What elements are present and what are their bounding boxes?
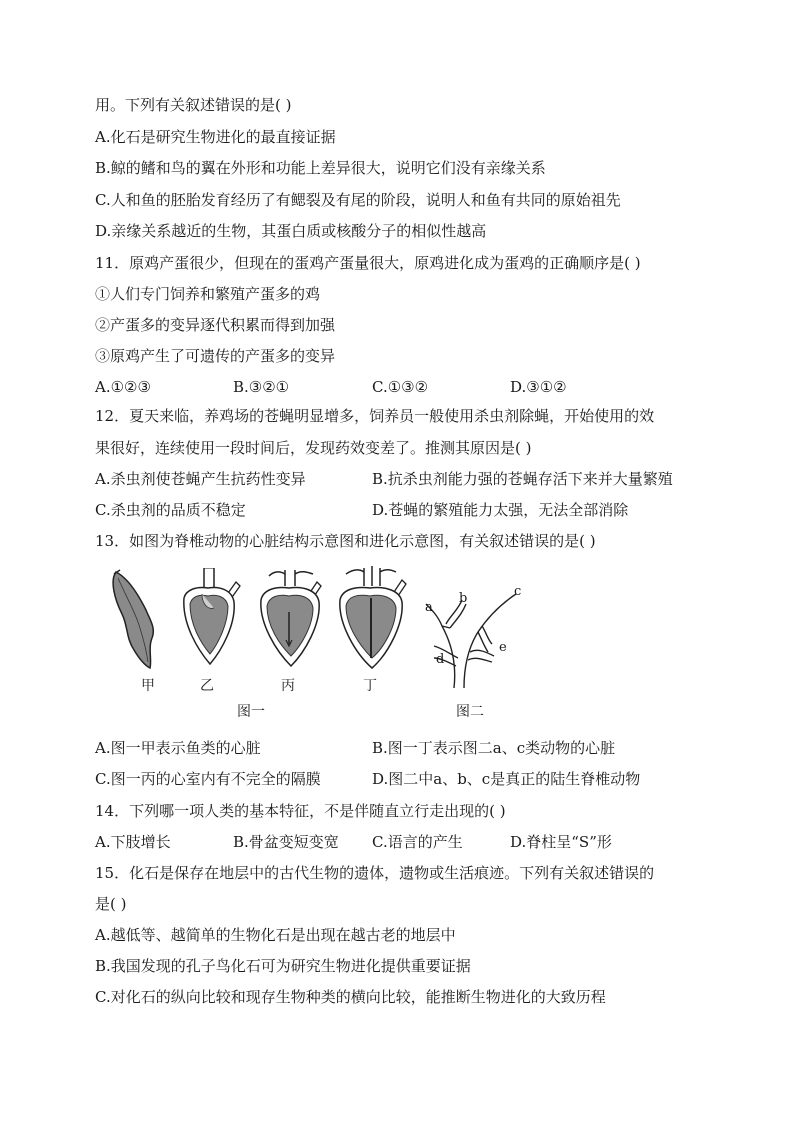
q13-option-a: A.图一甲表示鱼类的心脏	[95, 739, 261, 757]
q14-stem: 14．下列哪一项人类的基本特征，不是伴随直立行走出现的( )	[95, 802, 506, 820]
q11-option-b: B.③②①	[233, 378, 290, 396]
q14-option-d: D.脊柱呈“S”形	[510, 833, 612, 851]
fig1-label-ding: 丁	[363, 678, 377, 694]
fig2-letter-e: e	[499, 640, 507, 655]
q12-option-c: C.杀虫剂的品质不稳定	[95, 501, 246, 519]
q15-stem-line-1: 15．化石是保存在地层中的古代生物的遗体，遗物或生活痕迹。下列有关叙述错误的	[95, 864, 655, 882]
q11-option-a: A.①②③	[95, 378, 151, 396]
fig1-label-yi: 乙	[200, 678, 214, 694]
q14-option-a: A.下肢增长	[95, 833, 171, 851]
q12-option-d: D.苍蝇的繁殖能力太强，无法全部消除	[372, 501, 629, 519]
q14-option-c: C.语言的产生	[372, 833, 463, 851]
q10-option-b: B.鲸的鳍和鸟的翼在外形和功能上差异很大，说明它们没有亲缘关系	[95, 159, 546, 177]
q11-statement-2: ②产蛋多的变异逐代积累而得到加强	[95, 316, 336, 334]
fig2-letter-c: c	[514, 584, 522, 599]
q11-stem: 11．原鸡产蛋很少，但现在的蛋鸡产蛋量很大，原鸡进化成为蛋鸡的正确顺序是( )	[95, 254, 641, 272]
q12-option-b: B.抗杀虫剂能力强的苍蝇存活下来并大量繁殖	[372, 470, 673, 488]
fig1-label-bing: 丙	[281, 678, 295, 694]
heart-jia-image	[108, 568, 158, 672]
q11-option-c: C.①③②	[372, 378, 429, 396]
q10-stem-continuation: 用。下列有关叙述错误的是( )	[95, 96, 292, 114]
q15-option-a: A.越低等、越简单的生物化石是出现在越古老的地层中	[95, 926, 456, 944]
q15-stem-line-2: 是( )	[95, 895, 127, 913]
q11-statement-1: ①人们专门饲养和繁殖产蛋多的鸡	[95, 285, 321, 303]
fig2-letter-b: b	[459, 591, 468, 606]
q14-option-b: B.骨盆变短变宽	[233, 833, 339, 851]
q15-option-c: C.对化石的纵向比较和现存生物种类的横向比较，能推断生物进化的大致历程	[95, 988, 606, 1006]
q11-statement-3: ③原鸡产生了可遗传的产蛋多的变异	[95, 347, 336, 365]
fig2-letter-a: a	[425, 600, 433, 615]
q12-stem-line-2: 果很好，连续使用一段时间后，发现药效变差了。推测其原因是( )	[95, 439, 532, 457]
q12-stem-line-1: 12．夏天来临，养鸡场的苍蝇明显增多，饲养员一般使用杀虫剂除蝇，开始使用的效	[95, 407, 655, 425]
q11-option-d: D.③①②	[510, 378, 567, 396]
q13-stem: 13．如图为脊椎动物的心脏结构示意图和进化示意图，有关叙述错误的是( )	[95, 532, 596, 550]
q13-option-b: B.图一丁表示图二a、c类动物的心脏	[372, 739, 616, 757]
q15-option-b: B.我国发现的孔子鸟化石可为研究生物进化提供重要证据	[95, 957, 471, 975]
q13-option-c: C.图一丙的心室内有不完全的隔膜	[95, 770, 321, 788]
fig2-caption: 图二	[456, 704, 484, 720]
q10-option-d: D.亲缘关系越近的生物，其蛋白质或核酸分子的相似性越高	[95, 222, 487, 240]
q10-option-c: C.人和鱼的胚胎发育经历了有鳃裂及有尾的阶段，说明人和鱼有共同的原始祖先	[95, 191, 621, 209]
fig2-letter-d: d	[436, 652, 445, 667]
q10-option-a: A.化石是研究生物进化的最直接证据	[95, 128, 336, 146]
evolution-tree-image	[424, 586, 524, 690]
heart-ding-image	[334, 562, 408, 672]
fig1-label-jia: 甲	[141, 678, 155, 694]
fig1-caption: 图一	[237, 704, 265, 720]
heart-yi-image	[178, 568, 242, 672]
heart-bing-image	[255, 566, 325, 672]
q13-option-d: D.图二中a、b、c是真正的陆生脊椎动物	[372, 770, 641, 788]
q12-option-a: A.杀虫剂使苍蝇产生抗药性变异	[95, 470, 306, 488]
